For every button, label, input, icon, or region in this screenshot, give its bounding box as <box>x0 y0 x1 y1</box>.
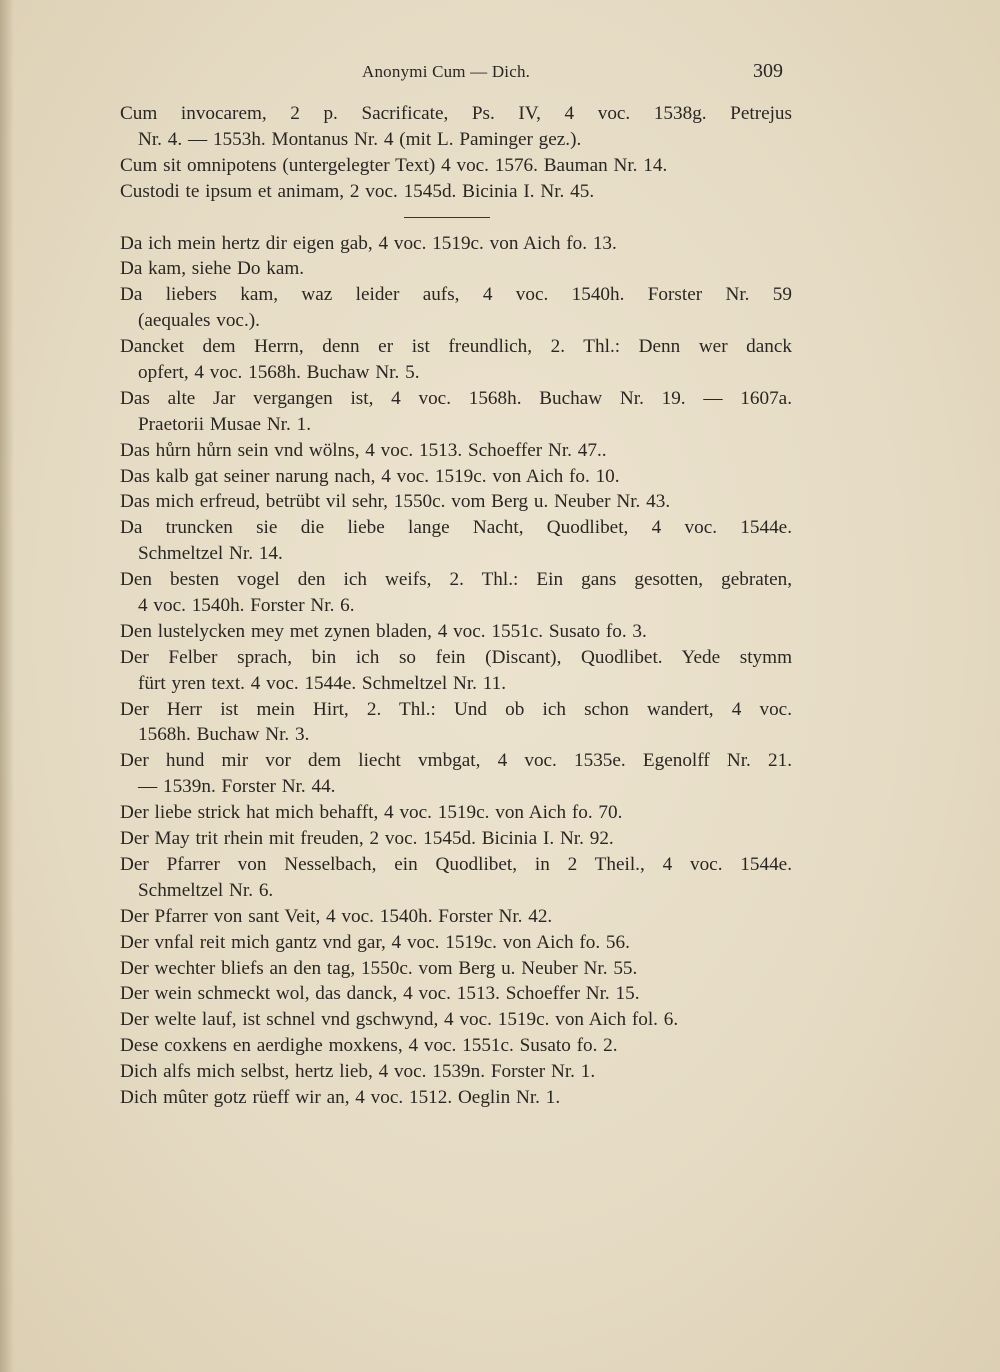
entry-continuation-line: Praetorii Musae Nr. 1. <box>138 413 311 435</box>
entry-line: Den lustelycken mey met zynen bladen, 4 voc. 1551c. Susato fo. 3. <box>120 620 647 642</box>
index-entry <box>120 852 792 904</box>
entry-continuation-line: Nr. 4. — 1553h. Montanus Nr. 4 (mit L. Paminger gez.). <box>138 128 582 150</box>
index-entry <box>120 386 792 438</box>
page-number: 309 <box>753 60 783 82</box>
index-entry <box>120 956 792 982</box>
entry-line: Der welte lauf, ist schnel vnd gschwynd, 4 voc. 1519c. von Aich fol. 6. <box>120 1009 679 1031</box>
page-edge-shadow <box>0 0 14 1372</box>
entry-line: Der wein schmeckt wol, das danck, 4 voc. 1513. Schoeffer Nr. 15. <box>120 983 640 1005</box>
index-entry <box>120 438 792 464</box>
entry-line: Der Felber sprach, bin ich so fein (Discant), Quodlibet. Yede stymm <box>120 646 792 668</box>
index-entry <box>120 697 792 749</box>
entry-line: Dancket dem Herrn, denn er ist freundlich, 2. Thl.: Denn wer danck <box>120 336 792 358</box>
entry-continuation-line: Schmeltzel Nr. 14. <box>138 543 283 565</box>
index-text-block <box>120 101 792 1111</box>
entry-line: Da truncken sie die liebe lange Nacht, Quodlibet, 4 voc. 1544e. <box>120 517 792 539</box>
index-entry <box>120 826 792 852</box>
index-entry <box>120 567 792 619</box>
entry-line: Den besten vogel den ich weifs, 2. Thl.: Ein gans gesotten, gebraten, <box>120 569 792 591</box>
entry-line: Das alte Jar vergangen ist, 4 voc. 1568h. Buchaw Nr. 19. — 1607a. <box>120 387 792 409</box>
entry-continuation-line: Schmeltzel Nr. 6. <box>138 879 274 901</box>
entry-continuation-line: 1568h. Buchaw Nr. 3. <box>138 724 310 746</box>
entry-line: Custodi te ipsum et animam, 2 voc. 1545d. Bicinia I. Nr. 45. <box>120 180 595 202</box>
index-entry <box>120 489 792 515</box>
index-entry <box>120 1059 792 1085</box>
running-head <box>0 62 1000 86</box>
entry-line: Der hund mir vor dem liecht vmbgat, 4 voc. 1535e. Egenolff Nr. 21. <box>120 750 792 772</box>
index-entry <box>120 334 792 386</box>
entry-line: Dese coxkens en aerdighe moxkens, 4 voc. 1551c. Susato fo. 2. <box>120 1035 618 1057</box>
index-entry <box>120 748 792 800</box>
entry-line: Cum invocarem, 2 p. Sacrificate, Ps. IV, 4 voc. 1538g. Petrejus <box>120 103 792 124</box>
entry-continuation-line: (aequales voc.). <box>138 310 260 332</box>
entry-line: Der May trit rhein mit freuden, 2 voc. 1545d. Bicinia I. Nr. 92. <box>120 828 614 850</box>
section-divider <box>404 217 490 218</box>
index-entry <box>120 282 792 334</box>
entry-line: Da kam, siehe Do kam. <box>120 258 305 280</box>
index-entry <box>120 153 792 179</box>
index-entry <box>120 645 792 697</box>
entry-line: Der Pfarrer von sant Veit, 4 voc. 1540h. Forster Nr. 42. <box>120 905 553 927</box>
index-entry <box>120 1085 792 1111</box>
index-entry <box>120 101 792 153</box>
running-title: Anonymi Cum — Dich. <box>362 62 531 81</box>
entry-continuation-line: — 1539n. Forster Nr. 44. <box>138 776 336 798</box>
index-entry <box>120 981 792 1007</box>
entry-line: Das hůrn hůrn sein vnd wölns, 4 voc. 1513. Schoeffer Nr. 47.. <box>120 439 607 461</box>
index-entry <box>120 464 792 490</box>
entry-line: Das kalb gat seiner narung nach, 4 voc. 1519c. von Aich fo. 10. <box>120 465 620 487</box>
index-entry <box>120 231 792 257</box>
index-entry <box>120 515 792 567</box>
index-entry <box>120 1033 792 1059</box>
entry-line: Der Herr ist mein Hirt, 2. Thl.: Und ob ich schon wandert, 4 voc. <box>120 698 792 720</box>
index-entry <box>120 619 792 645</box>
entry-continuation-line: 4 voc. 1540h. Forster Nr. 6. <box>138 595 355 617</box>
index-entry <box>120 904 792 930</box>
index-entry <box>120 179 792 205</box>
entry-line: Der liebe strick hat mich behafft, 4 voc. 1519c. von Aich fo. 70. <box>120 802 623 824</box>
entry-line: Da liebers kam, waz leider aufs, 4 voc. 1540h. Forster Nr. 59 <box>120 284 792 306</box>
index-entry <box>120 800 792 826</box>
entry-line: Der Pfarrer von Nesselbach, ein Quodlibet, in 2 Theil., 4 voc. 1544e. <box>120 853 792 875</box>
entry-line: Das mich erfreud, betrübt vil sehr, 1550c. vom Berg u. Neuber Nr. 43. <box>120 491 671 513</box>
entry-line: Dich mûter gotz rüeff wir an, 4 voc. 1512. Oeglin Nr. 1. <box>120 1086 561 1108</box>
entry-line: Cum sit omnipotens (untergelegter Text) 4 voc. 1576. Bauman Nr. 14. <box>120 154 668 176</box>
entry-line: Der vnfal reit mich gantz vnd gar, 4 voc. 1519c. von Aich fo. 56. <box>120 931 630 953</box>
entry-line: Dich alfs mich selbst, hertz lieb, 4 voc. 1539n. Forster Nr. 1. <box>120 1061 596 1083</box>
entry-continuation-line: opfert, 4 voc. 1568h. Buchaw Nr. 5. <box>138 362 420 384</box>
entry-line: Der wechter bliefs an den tag, 1550c. vom Berg u. Neuber Nr. 55. <box>120 957 638 979</box>
entry-continuation-line: fürt yren text. 4 voc. 1544e. Schmeltzel Nr. 11. <box>138 672 507 694</box>
index-entry <box>120 930 792 956</box>
index-entry <box>120 256 792 282</box>
entry-line: Da ich mein hertz dir eigen gab, 4 voc. 1519c. von Aich fo. 13. <box>120 232 617 254</box>
index-entry <box>120 1007 792 1033</box>
